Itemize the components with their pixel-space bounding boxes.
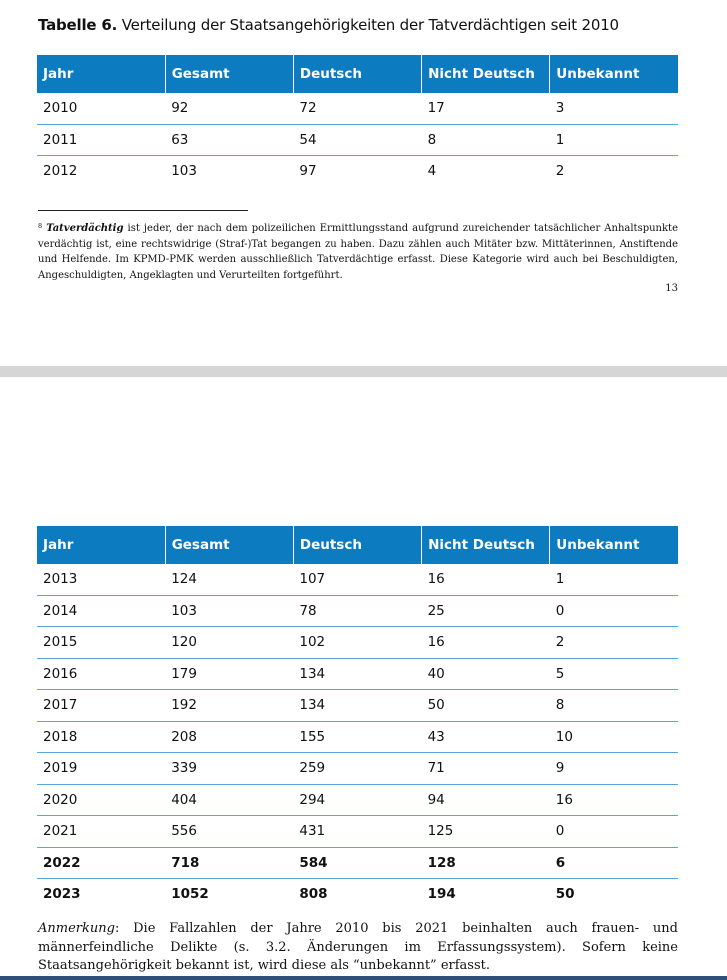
table-cell: 718 [165,847,293,879]
table-cell: 208 [165,721,293,753]
table-note [38,920,678,976]
table-cell: 128 [422,847,550,879]
table-cell: 25 [422,595,550,627]
table-cell: 16 [422,564,550,595]
table-cell: 9 [550,753,678,785]
table-cell: 40 [422,658,550,690]
table-row [37,690,678,722]
table-cell: 2022 [37,847,165,879]
footnote-text: ist jeder, der nach dem polizeilichen Ermittlungsstand aufgrund zureichender tatsächlicher Anhaltspunkte verdächtig ist, eine rechtswidrige (Straf-)Tat begangen zu haben. Dazu zählen auch Mitäter bzw. Mittäterinnen, Anstiftende und Helfende. Im KPMD-PMK werden ausschließlich Tatverdächtige erfasst. Diese Kategorie wird auch bei Beschuldigten, Angeschuldigten, Angeklagten und Verurteilten fortgeführt. [38,223,678,281]
table-cell: 78 [293,595,421,627]
table-cell: 404 [165,784,293,816]
table-row [37,124,678,156]
table-row [37,93,678,124]
table-cell: 107 [293,564,421,595]
table-cell: 43 [422,721,550,753]
footnote-divider [38,210,248,211]
header-gesamt: Gesamt [165,55,293,93]
table-cell: 16 [550,784,678,816]
table-cell: 2010 [37,93,165,124]
table-cell: 2016 [37,658,165,690]
table-cell: 1052 [171,886,209,903]
nationality-table-part-1 [37,55,678,187]
footnote-term: Tatverdächtig [46,223,124,234]
table-header-row [37,526,678,564]
caption-title: Verteilung der Staatsangehörigkeiten der Tatverdächtigen seit 2010 [121,16,619,34]
table-cell: 584 [293,847,421,879]
table-cell: 192 [165,690,293,722]
table-cell: 2021 [37,816,165,848]
table-cell: 2019 [37,753,165,785]
table-cell: 339 [165,753,293,785]
header-nicht-deutsch: Nicht Deutsch [422,55,550,93]
table-cell: 2012 [43,163,78,180]
table-cell: 259 [293,753,421,785]
table-cell: 54 [293,124,421,156]
table-cell: 63 [165,124,293,156]
table-cell: 2023 [43,886,81,903]
header-unbekannt: Unbekannt [550,55,678,93]
table-cell: 8 [550,690,678,722]
table-cell: 556 [165,816,293,848]
table-row [37,753,678,785]
table-cell: 5 [550,658,678,690]
table-cell: 120 [165,627,293,659]
table-row [37,879,678,910]
table-cell: 102 [293,627,421,659]
table-cell: 2 [555,163,565,180]
header-deutsch: Deutsch [293,55,421,93]
viewer-bottom-border [0,976,727,980]
table-cell: 6 [550,847,678,879]
table-row [37,847,678,879]
table-cell: 294 [293,784,421,816]
table-row [37,627,678,659]
table-cell: 17 [422,93,550,124]
table-caption [38,16,619,34]
table-cell: 2015 [37,627,165,659]
table-cell: 92 [165,93,293,124]
table-cell: 3 [550,93,678,124]
document-page-14 [0,377,727,977]
caption-label: Tabelle 6. [38,16,118,34]
header-deutsch: Deutsch [293,526,421,564]
table-cell: 50 [422,690,550,722]
table-header-row [37,55,678,93]
table-cell: 179 [165,658,293,690]
table-cell: 124 [165,564,293,595]
table-cell: 2018 [37,721,165,753]
table-cell: 155 [293,721,421,753]
table-cell: 71 [422,753,550,785]
table-row [37,658,678,690]
table-cell: 50 [555,886,575,903]
table-cell: 2020 [37,784,165,816]
table-cell: 2013 [37,564,165,595]
header-gesamt: Gesamt [165,526,293,564]
table-cell: 134 [293,690,421,722]
nationality-table-part-2 [37,526,678,910]
table-cell: 72 [293,93,421,124]
header-jahr: Jahr [37,526,165,564]
table-row [37,784,678,816]
table-cell: 97 [299,163,317,180]
table-cell: 2017 [37,690,165,722]
table-cell: 194 [427,886,456,903]
header-nicht-deutsch: Nicht Deutsch [422,526,550,564]
header-unbekannt: Unbekannt [550,526,678,564]
table-cell: 103 [171,163,197,180]
table-cell: 134 [293,658,421,690]
footnote [38,219,678,283]
table-row [37,156,678,187]
table-cell: 431 [293,816,421,848]
note-label: Anmerkung [38,921,115,936]
note-text: : Die Fallzahlen der Jahre 2010 bis 2021 beinhalten auch frauen- und männerfeindliche Delikte (s. 3.2. Änderungen im Erfassungssystem). Sofern keine Staatsangehörigkeit bekannt ist, wird diese als “unbekannt” erfasst. [38,921,678,974]
footnote-marker: 8 [38,222,43,230]
table-cell: 1 [550,564,678,595]
page-gap [0,366,727,377]
table-row [37,595,678,627]
table-row [37,564,678,595]
table-cell: 2014 [37,595,165,627]
document-page-13 [0,0,727,366]
table-cell: 0 [550,595,678,627]
header-jahr: Jahr [37,55,165,93]
page-number: 13 [665,283,678,294]
table-cell: 4 [427,163,437,180]
table-row [37,816,678,848]
table-cell: 125 [422,816,550,848]
table-cell: 103 [165,595,293,627]
table-cell: 1 [550,124,678,156]
table-row [37,721,678,753]
table-cell: 0 [550,816,678,848]
table-cell: 94 [422,784,550,816]
table-cell: 2 [550,627,678,659]
table-cell: 16 [422,627,550,659]
table-cell: 808 [299,886,328,903]
table-cell: 10 [550,721,678,753]
table-cell: 2011 [37,124,165,156]
table-cell: 8 [422,124,550,156]
